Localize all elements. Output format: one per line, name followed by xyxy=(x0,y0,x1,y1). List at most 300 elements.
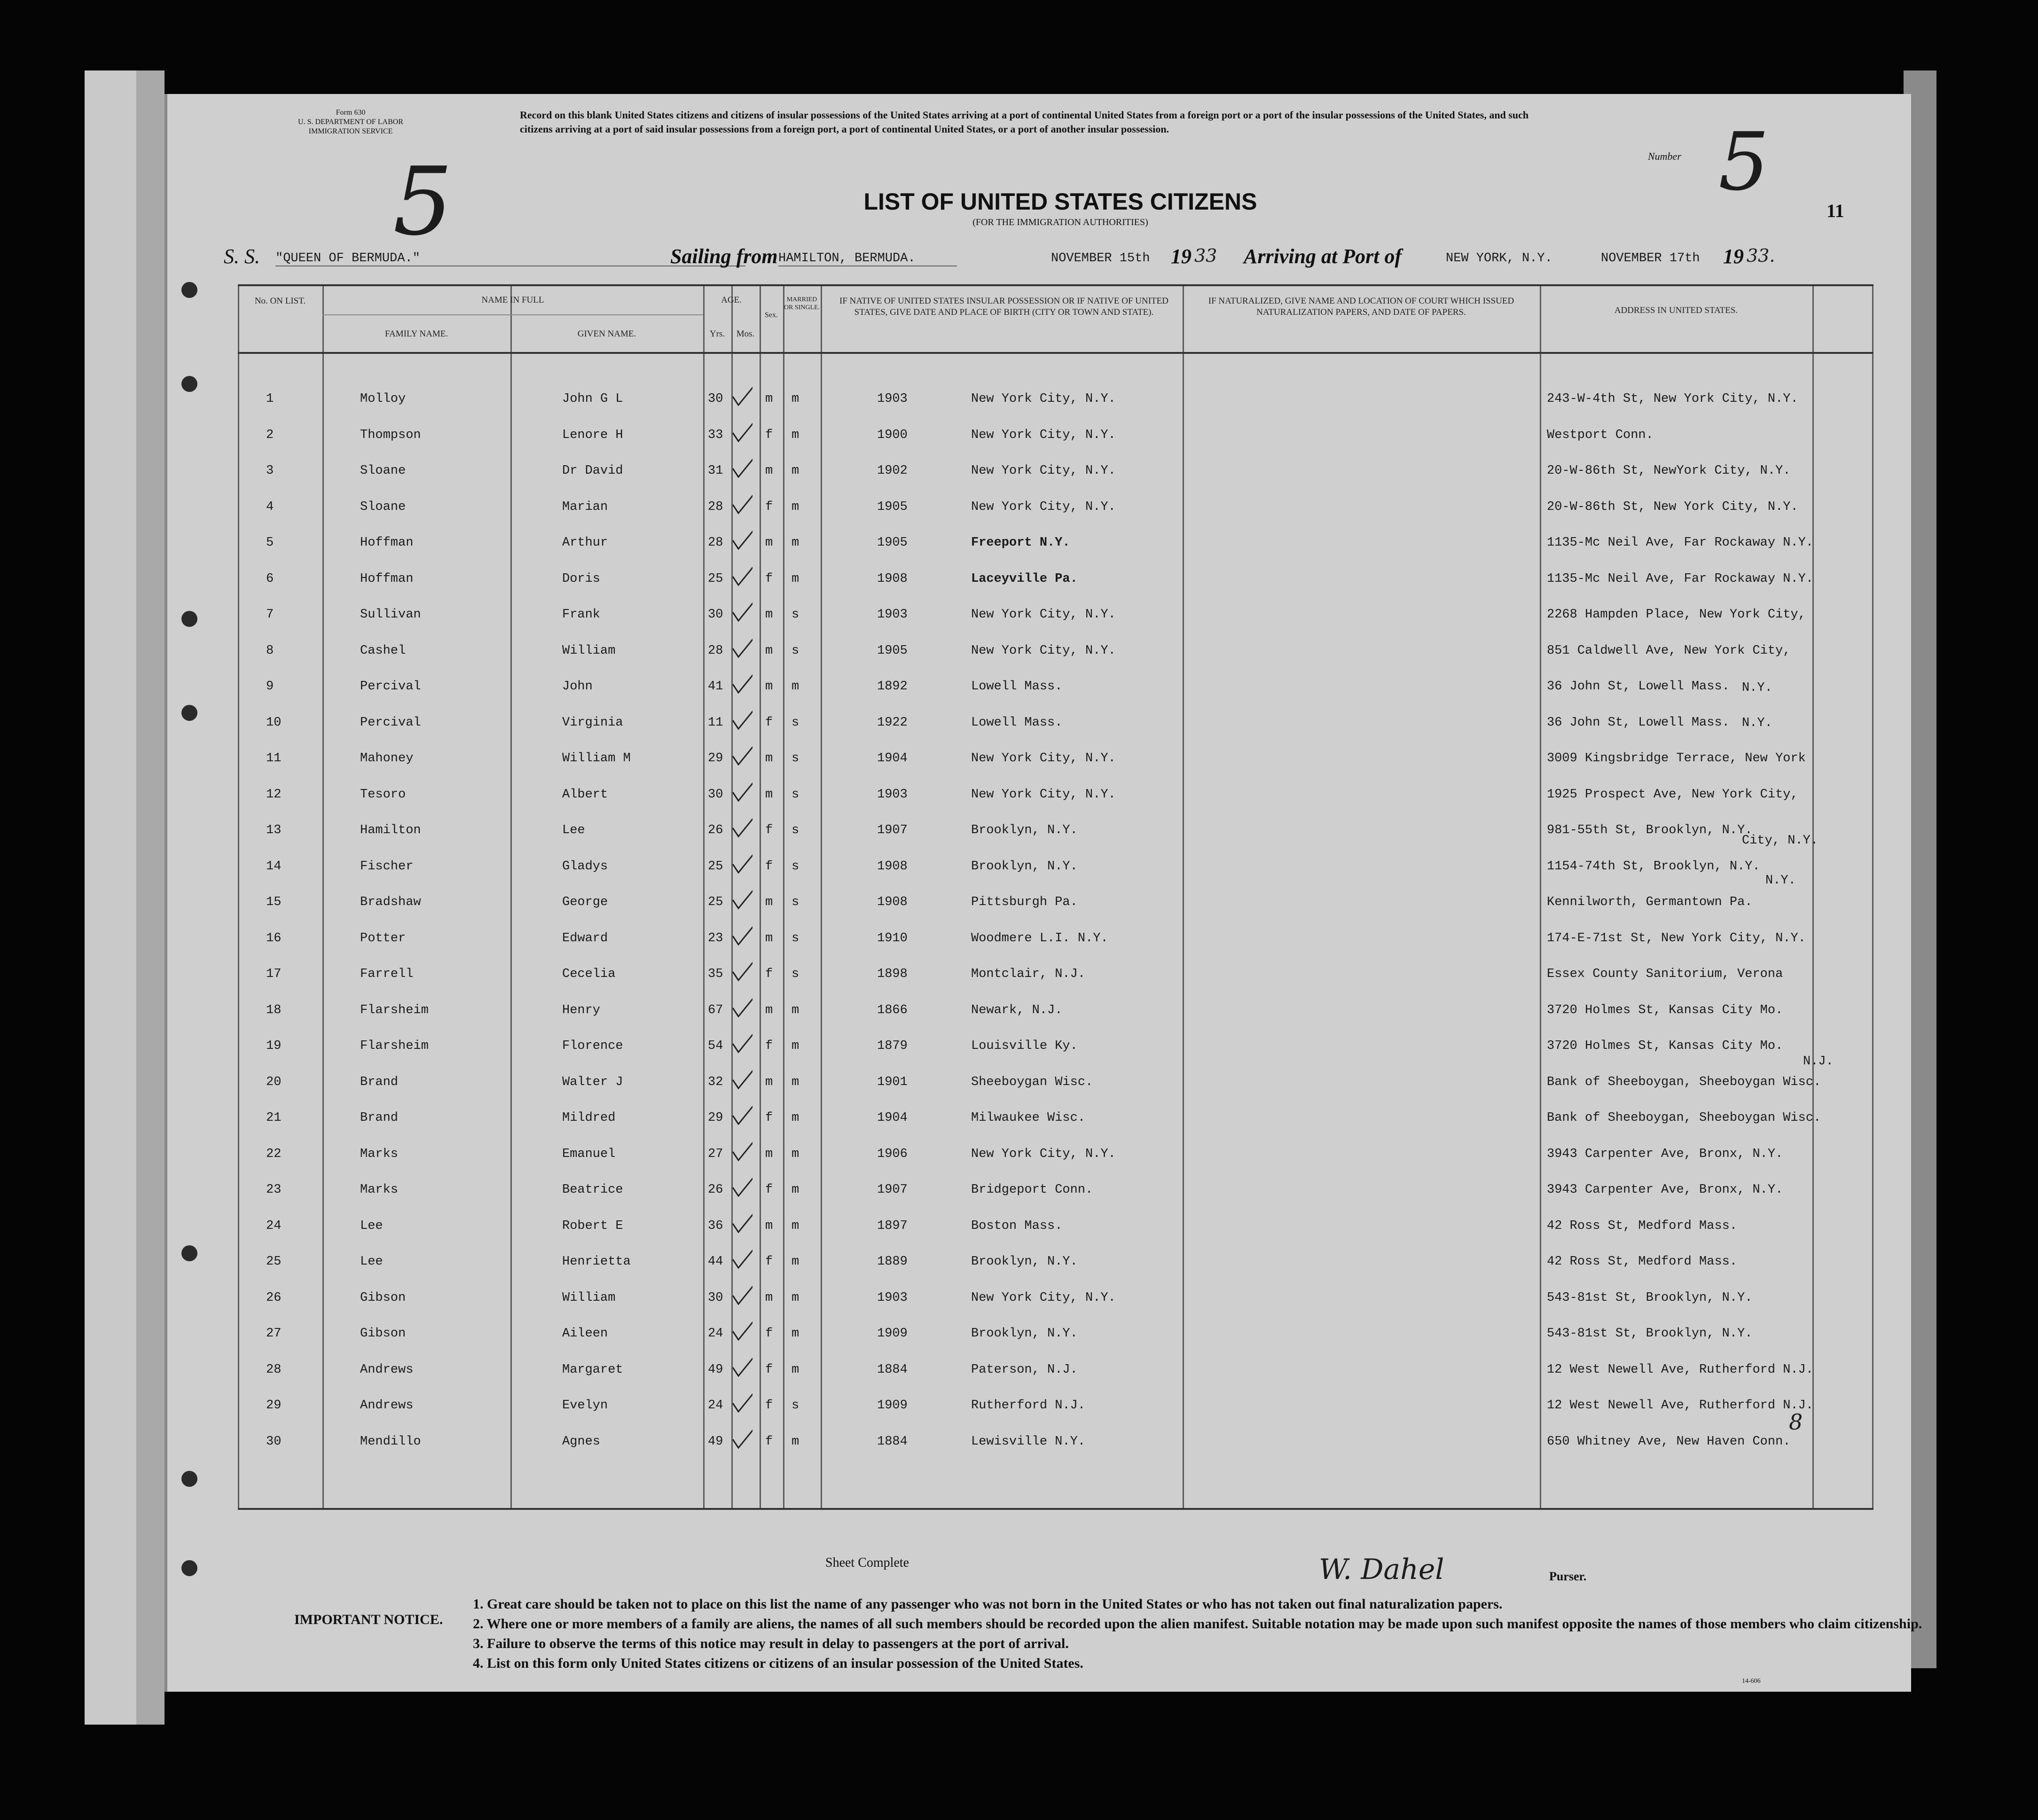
passenger-row xyxy=(238,1061,1873,1094)
sex: f xyxy=(765,1255,773,1269)
checkmark-icon xyxy=(729,706,752,730)
age-years: 27 xyxy=(708,1147,723,1161)
marital-status: m xyxy=(792,1039,800,1053)
checkmark-icon xyxy=(729,1353,752,1377)
age-years: 30 xyxy=(708,787,723,802)
checkmark-icon xyxy=(729,1138,752,1161)
age-years: 35 xyxy=(708,967,723,981)
age-years: 26 xyxy=(708,823,723,837)
birth-year: 1900 xyxy=(877,428,908,442)
birth-year: 1908 xyxy=(877,895,908,909)
sex: m xyxy=(765,643,773,658)
birth-year: 1898 xyxy=(877,967,908,981)
family-name: Andrews xyxy=(360,1362,414,1377)
marital-status: m xyxy=(792,680,800,694)
row-number: 1 xyxy=(266,392,274,406)
header-bottom-rule xyxy=(238,352,1873,354)
marital-status: s xyxy=(792,787,800,802)
birth-place: Rutherford N.J. xyxy=(971,1398,1086,1413)
punch-hole xyxy=(181,1560,197,1576)
row-number: 5 xyxy=(266,536,274,550)
birth-year: 1903 xyxy=(877,1290,908,1305)
row-number: 7 xyxy=(266,608,274,622)
family-name: Brand xyxy=(360,1075,399,1089)
row-number: 28 xyxy=(266,1362,282,1377)
passenger-row xyxy=(238,1025,1873,1058)
us-address: Kennilworth, Germantown Pa. xyxy=(1547,895,1753,909)
checkmark-icon xyxy=(729,526,752,550)
passenger-row xyxy=(238,630,1873,663)
tally-number: 8 xyxy=(1789,1409,1803,1435)
us-address: 3720 Holmes St, Kansas City Mo. xyxy=(1547,1003,1783,1017)
row-number: 26 xyxy=(266,1290,282,1305)
family-name: Hoffman xyxy=(360,536,414,550)
passenger-row xyxy=(238,486,1873,519)
family-name: Farrell xyxy=(360,967,414,981)
given-name: Florence xyxy=(562,1039,623,1053)
row-number: 3 xyxy=(266,464,274,478)
family-name: Sloane xyxy=(360,500,406,514)
family-name: Hoffman xyxy=(360,571,414,586)
sex: m xyxy=(765,608,773,622)
notice-list xyxy=(473,1594,1977,1673)
marital-status: m xyxy=(792,392,800,406)
birth-place: Lowell Mass. xyxy=(971,715,1063,730)
marital-status: m xyxy=(792,428,800,442)
arriving-year: 33. xyxy=(1747,245,1775,266)
marital-status: s xyxy=(792,1398,800,1413)
birth-place: New York City, N.Y. xyxy=(971,643,1116,658)
passenger-row xyxy=(238,737,1873,770)
sex: m xyxy=(765,931,773,945)
row-number: 10 xyxy=(266,715,282,730)
checkmark-icon xyxy=(729,994,752,1017)
given-name: John xyxy=(562,680,593,694)
passenger-row xyxy=(238,1169,1873,1202)
punch-hole xyxy=(181,376,197,392)
us-address: Bank of Sheeboygan, Sheeboygan Wisc. xyxy=(1547,1111,1821,1125)
us-address: 543-81st St, Brooklyn, N.Y. xyxy=(1547,1290,1753,1305)
punch-hole xyxy=(181,611,197,627)
family-name: Potter xyxy=(360,931,406,945)
marital-status: s xyxy=(792,643,800,658)
sex: f xyxy=(765,1398,773,1413)
checkmark-icon xyxy=(729,1317,752,1341)
age-years: 26 xyxy=(708,1183,723,1197)
arriving-label: Arriving at Port of xyxy=(1244,245,1402,268)
print-code: 14-606 xyxy=(1742,1678,1761,1685)
family-name: Percival xyxy=(360,680,421,694)
sex: f xyxy=(765,715,773,730)
age-years: 25 xyxy=(708,895,723,909)
given-name: Margaret xyxy=(562,1362,623,1377)
marital-status: m xyxy=(792,1327,800,1341)
marital-status: m xyxy=(792,1434,800,1449)
sex: m xyxy=(765,1075,773,1089)
sex: f xyxy=(765,859,773,874)
marital-status: s xyxy=(792,967,800,981)
notice-item: 1. Great care should be taken not to place on this list the name of any passenger who was not born in the United States or who has not taken out final naturalization papers. xyxy=(473,1596,1503,1612)
birth-place: Brooklyn, N.Y. xyxy=(971,1255,1078,1269)
given-name: Marian xyxy=(562,500,608,514)
sailing-year: 33 xyxy=(1194,245,1217,266)
sailing-year-prefix: 19 xyxy=(1171,245,1191,268)
header-mos: Mos. xyxy=(736,329,755,339)
us-address: 243-W-4th St, New York City, N.Y. xyxy=(1547,392,1798,406)
marital-status: m xyxy=(792,571,800,586)
birth-place: New York City, N.Y. xyxy=(971,608,1116,622)
birth-place: New York City, N.Y. xyxy=(971,500,1116,514)
age-years: 31 xyxy=(708,464,723,478)
age-years: 54 xyxy=(708,1039,723,1053)
marital-status: m xyxy=(792,536,800,550)
ss-label: S. S. xyxy=(224,245,260,268)
sex: f xyxy=(765,1111,773,1125)
row-number: 16 xyxy=(266,931,282,945)
age-years: 30 xyxy=(708,608,723,622)
row-number: 22 xyxy=(266,1147,282,1161)
marital-status: s xyxy=(792,823,800,837)
age-years: 30 xyxy=(708,1290,723,1305)
arriving-year-prefix: 19 xyxy=(1723,245,1744,268)
birth-place: New York City, N.Y. xyxy=(971,392,1116,406)
age-years: 49 xyxy=(708,1362,723,1377)
sex: f xyxy=(765,571,773,586)
family-name: Percival xyxy=(360,715,421,730)
birth-year: 1897 xyxy=(877,1219,908,1233)
birth-place: Louisville Ky. xyxy=(971,1039,1078,1053)
family-name: Lee xyxy=(360,1255,383,1269)
birth-place: New York City, N.Y. xyxy=(971,751,1116,765)
given-name: Lee xyxy=(562,823,585,837)
punch-hole xyxy=(181,705,197,721)
scan-edge-left xyxy=(85,70,136,1725)
family-name: Flarsheim xyxy=(360,1003,429,1017)
birth-place: Bridgeport Conn. xyxy=(971,1183,1093,1197)
header-name-in-full: NAME IN FULL xyxy=(481,295,544,305)
sex: m xyxy=(765,1290,773,1305)
given-name: Edward xyxy=(562,931,608,945)
passenger-row xyxy=(238,953,1873,986)
passenger-row xyxy=(238,522,1873,555)
given-name: Walter J xyxy=(562,1075,623,1089)
sex: f xyxy=(765,500,773,514)
row-number: 25 xyxy=(266,1255,282,1269)
birth-place: Freeport N.Y. xyxy=(971,536,1070,550)
checkmark-icon xyxy=(729,922,752,945)
row-number: 9 xyxy=(266,680,274,694)
marital-status: m xyxy=(792,1075,800,1089)
us-address: 36 John St, Lowell Mass. xyxy=(1547,715,1730,730)
age-years: 41 xyxy=(708,680,723,694)
header-family-name: FAMILY NAME. xyxy=(384,329,448,339)
us-address: Westport Conn. xyxy=(1547,428,1654,442)
address-overflow: City, N.Y. xyxy=(1742,834,1819,848)
row-number: 21 xyxy=(266,1111,282,1125)
birth-year: 1905 xyxy=(877,643,908,658)
birth-year: 1904 xyxy=(877,1111,908,1125)
family-name: Fischer xyxy=(360,859,414,874)
notice-item: 4. List on this form only United States citizens or citizens of an insular possession of the United States. xyxy=(473,1656,1083,1671)
age-years: 28 xyxy=(708,643,723,658)
given-name: Evelyn xyxy=(562,1398,608,1413)
age-years: 23 xyxy=(708,931,723,945)
scan-edge-shadow xyxy=(136,70,165,1725)
passenger-table xyxy=(238,284,1873,1510)
birth-year: 1905 xyxy=(877,500,908,514)
birth-year: 1922 xyxy=(877,715,908,730)
page-subtitle: (FOR THE IMMIGRATION AUTHORITIES) xyxy=(972,217,1148,227)
row-number: 15 xyxy=(266,895,282,909)
given-name: Agnes xyxy=(562,1434,601,1449)
header-sex: Sex. xyxy=(765,311,778,319)
header-address: ADDRESS IN UNITED STATES. xyxy=(1614,305,1738,315)
passenger-row xyxy=(238,989,1873,1022)
age-years: 25 xyxy=(708,571,723,586)
passenger-row xyxy=(238,1097,1873,1130)
age-years: 28 xyxy=(708,536,723,550)
given-name: John G L xyxy=(562,392,623,406)
checkmark-icon xyxy=(729,850,752,874)
address-overflow: N.J. xyxy=(1803,1055,1834,1069)
passenger-row xyxy=(238,917,1873,950)
row-number: 8 xyxy=(266,643,274,658)
birth-year: 1892 xyxy=(877,680,908,694)
passenger-row xyxy=(238,450,1873,483)
age-years: 30 xyxy=(708,392,723,406)
family-name: Hamilton xyxy=(360,823,421,837)
family-name: Lee xyxy=(360,1219,383,1233)
checkmark-icon xyxy=(729,778,752,802)
birth-year: 1889 xyxy=(877,1255,908,1269)
passenger-row xyxy=(238,665,1873,698)
marital-status: m xyxy=(792,1003,800,1017)
birth-year: 1906 xyxy=(877,1147,908,1161)
birth-year: 1909 xyxy=(877,1398,908,1413)
sex: m xyxy=(765,895,773,909)
row-number: 11 xyxy=(266,751,282,765)
us-address: 42 Ross St, Medford Mass. xyxy=(1547,1255,1738,1269)
family-name: Andrews xyxy=(360,1398,414,1413)
checkmark-icon xyxy=(729,1030,752,1053)
birth-year: 1901 xyxy=(877,1075,908,1089)
given-name: Cecelia xyxy=(562,967,616,981)
checkmark-icon xyxy=(729,454,752,478)
birth-place: Boston Mass. xyxy=(971,1219,1063,1233)
passenger-row xyxy=(238,378,1873,411)
given-name: Lenore H xyxy=(562,428,623,442)
passenger-row xyxy=(238,1133,1873,1166)
marital-status: m xyxy=(792,1219,800,1233)
us-address: 1135-Mc Neil Ave, Far Rockaway N.Y. xyxy=(1547,571,1814,586)
age-years: 28 xyxy=(708,500,723,514)
checkmark-icon xyxy=(729,1425,752,1449)
purser-signature: W. Dahel xyxy=(1319,1553,1444,1586)
age-years: 11 xyxy=(708,715,723,730)
family-name: Gibson xyxy=(360,1290,406,1305)
checkmark-icon xyxy=(729,1210,752,1233)
given-name: Frank xyxy=(562,608,601,622)
us-address: 42 Ross St, Medford Mass. xyxy=(1547,1219,1738,1233)
address-overflow: N.Y. xyxy=(1765,874,1796,888)
passenger-row xyxy=(238,845,1873,878)
sex: m xyxy=(765,536,773,550)
arriving-port: NEW YORK, N.Y. xyxy=(1446,251,1552,266)
birth-place: Milwaukee Wisc. xyxy=(971,1111,1086,1125)
family-name: Marks xyxy=(360,1147,399,1161)
birth-year: 1884 xyxy=(877,1434,908,1449)
passenger-row xyxy=(238,414,1873,447)
us-address: 12 West Newell Ave, Rutherford N.J. xyxy=(1547,1362,1814,1377)
given-name: Aileen xyxy=(562,1327,608,1341)
family-name: Marks xyxy=(360,1183,399,1197)
us-address: 650 Whitney Ave, New Haven Conn. xyxy=(1547,1434,1791,1449)
header-yrs: Yrs. xyxy=(709,329,725,339)
row-number: 30 xyxy=(266,1434,282,1449)
birth-place: Newark, N.J. xyxy=(971,1003,1063,1017)
family-name: Sullivan xyxy=(360,608,421,622)
marital-status: m xyxy=(792,1255,800,1269)
birth-year: 1909 xyxy=(877,1327,908,1341)
arriving-date: NOVEMBER 17th xyxy=(1601,251,1700,266)
us-address: 1135-Mc Neil Ave, Far Rockaway N.Y. xyxy=(1547,536,1814,550)
birth-year: 1907 xyxy=(877,1183,908,1197)
passenger-row xyxy=(238,809,1873,842)
us-address: 20-W-86th St, NewYork City, N.Y. xyxy=(1547,464,1791,478)
passenger-row xyxy=(238,558,1873,591)
marital-status: s xyxy=(792,859,800,874)
birth-year: 1903 xyxy=(877,787,908,802)
checkmark-icon xyxy=(729,958,752,981)
sex: m xyxy=(765,680,773,694)
birth-place: Laceyville Pa. xyxy=(971,571,1078,586)
row-number: 4 xyxy=(266,500,274,514)
row-number: 18 xyxy=(266,1003,282,1017)
birth-year: 1902 xyxy=(877,464,908,478)
sheet-complete: Sheet Complete xyxy=(825,1555,909,1570)
birth-year: 1908 xyxy=(877,859,908,874)
marital-status: m xyxy=(792,1183,800,1197)
sex: m xyxy=(765,1003,773,1017)
birth-place: Pittsburgh Pa. xyxy=(971,895,1078,909)
header-age: AGE. xyxy=(721,295,742,305)
row-number: 14 xyxy=(266,859,282,874)
service-label: IMMIGRATION SERVICE xyxy=(308,127,393,135)
row-number: 2 xyxy=(266,428,274,442)
family-name: Brand xyxy=(360,1111,399,1125)
marital-status: m xyxy=(792,1111,800,1125)
department-label: U. S. DEPARTMENT OF LABOR xyxy=(298,118,403,126)
header-naturalized: IF NATURALIZED, GIVE NAME AND LOCATION OF COURT WHICH ISSUED NATURALIZATION PAPERS, AND DATE OF PAPERS. xyxy=(1208,296,1514,317)
us-address: 3943 Carpenter Ave, Bronx, N.Y. xyxy=(1547,1147,1783,1161)
checkmark-icon xyxy=(729,1245,752,1269)
birth-place: New York City, N.Y. xyxy=(971,428,1116,442)
notice-item: 2. Where one or more members of a family are aliens, the names of all such members should be recorded upon the alien manifest. Suitable notation may be made upon such manifest opposite the names of those members who claim citizenship. xyxy=(473,1616,1922,1632)
given-name: Gladys xyxy=(562,859,608,874)
sex: m xyxy=(765,392,773,406)
address-overflow: N.Y. xyxy=(1742,716,1772,730)
birth-place: Brooklyn, N.Y. xyxy=(971,859,1078,874)
checkmark-icon xyxy=(729,1389,752,1413)
us-address: 851 Caldwell Ave, New York City, xyxy=(1547,643,1791,658)
birth-year: 1908 xyxy=(877,571,908,586)
sex: f xyxy=(765,1434,773,1449)
row-number: 20 xyxy=(266,1075,282,1089)
family-name: Cashel xyxy=(360,643,406,658)
age-years: 24 xyxy=(708,1327,723,1341)
us-address: 2268 Hampden Place, New York City, xyxy=(1547,608,1806,622)
us-address: 3009 Kingsbridge Terrace, New York xyxy=(1547,751,1806,765)
number-label: Number xyxy=(1648,150,1681,162)
passenger-row xyxy=(238,773,1873,806)
us-address: 20-W-86th St, New York City, N.Y. xyxy=(1547,500,1798,514)
number-value: 5 xyxy=(1718,116,1770,209)
ship-name: "QUEEN OF BERMUDA." xyxy=(275,251,745,266)
header-married-single: MARRIED OR SINGLE. xyxy=(784,296,820,311)
checkmark-icon xyxy=(729,1281,752,1305)
age-years: 32 xyxy=(708,1075,723,1089)
header-rule xyxy=(322,314,703,315)
given-name: Albert xyxy=(562,787,608,802)
checkmark-icon xyxy=(729,491,752,514)
punch-hole xyxy=(181,1245,197,1261)
given-name: Mildred xyxy=(562,1111,616,1125)
punch-hole xyxy=(181,1471,197,1487)
given-name: Beatrice xyxy=(562,1183,623,1197)
us-address: Essex County Sanitorium, Verona xyxy=(1547,967,1783,981)
sex: f xyxy=(765,1362,773,1377)
passenger-row xyxy=(238,1421,1873,1453)
passenger-row xyxy=(238,1241,1873,1273)
passenger-row xyxy=(238,594,1873,626)
form-number: Form 630 xyxy=(336,109,366,117)
family-name: Gibson xyxy=(360,1327,406,1341)
header-birth: IF NATIVE OF UNITED STATES INSULAR POSSESSION OR IF NATIVE OF UNITED STATES, GIVE DATE AND PLACE OF BIRTH (CITY OR TOWN AND STATE). xyxy=(839,296,1168,317)
handwritten-sheet-number: 5 xyxy=(393,147,453,257)
sex: f xyxy=(765,967,773,981)
sex: f xyxy=(765,1183,773,1197)
page-title: LIST OF UNITED STATES CITIZENS xyxy=(863,188,1257,215)
given-name: Robert E xyxy=(562,1219,623,1233)
birth-place: Lewisville N.Y. xyxy=(971,1434,1086,1449)
sex: f xyxy=(765,823,773,837)
passenger-row xyxy=(238,702,1873,734)
age-years: 67 xyxy=(708,1003,723,1017)
checkmark-icon xyxy=(729,634,752,658)
sex: m xyxy=(765,1147,773,1161)
us-address: Bank of Sheeboygan, Sheeboygan Wisc. xyxy=(1547,1075,1821,1089)
age-years: 24 xyxy=(708,1398,723,1413)
marital-status: s xyxy=(792,608,800,622)
marital-status: s xyxy=(792,931,800,945)
passenger-row xyxy=(238,1277,1873,1310)
given-name: Henrietta xyxy=(562,1255,631,1269)
marital-status: m xyxy=(792,1147,800,1161)
sex: f xyxy=(765,428,773,442)
birth-place: New York City, N.Y. xyxy=(971,464,1116,478)
purser-label: Purser. xyxy=(1549,1570,1587,1583)
birth-place: Lowell Mass. xyxy=(971,680,1063,694)
row-number: 24 xyxy=(266,1219,282,1233)
sex: m xyxy=(765,464,773,478)
row-number: 19 xyxy=(266,1039,282,1053)
birth-year: 1905 xyxy=(877,536,908,550)
row-number: 6 xyxy=(266,571,274,586)
row-number: 23 xyxy=(266,1183,282,1197)
given-name: Emanuel xyxy=(562,1147,616,1161)
us-address: 1154-74th St, Brooklyn, N.Y. xyxy=(1547,859,1760,874)
form-id-block xyxy=(290,108,412,136)
